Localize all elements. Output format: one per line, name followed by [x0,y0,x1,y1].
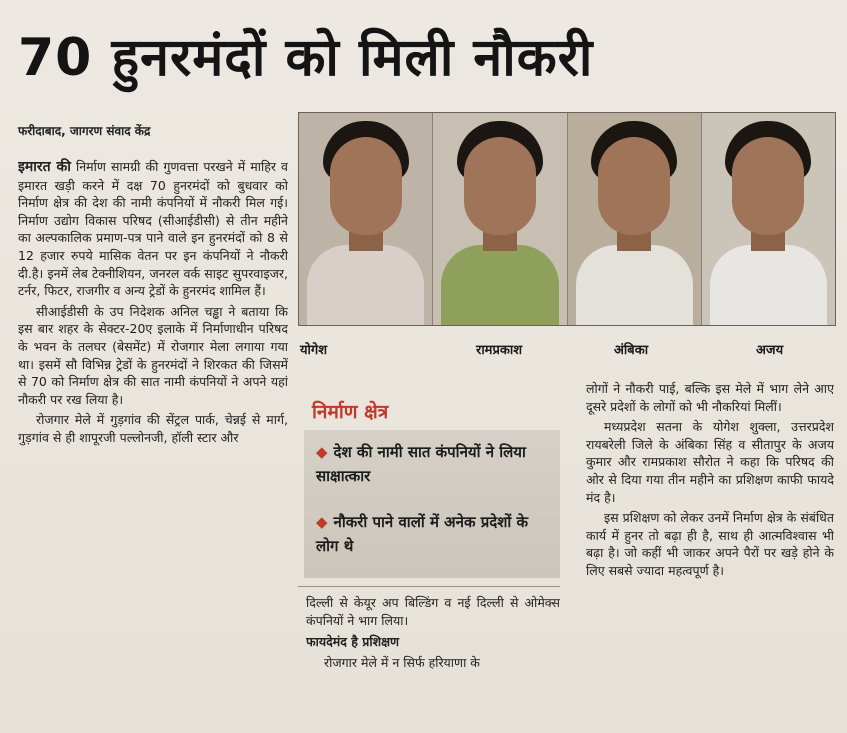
photo-caption-ambika: अंबिका [614,343,649,358]
face [330,137,402,235]
face [464,137,536,235]
article-column-3 [586,380,834,730]
diamond-bullet-icon: ◆ [316,513,328,531]
paragraph: इस प्रशिक्षण को लेकर उनमें निर्माण क्षेत्र के संबंधित कार्य में हुनर तो बढ़ा ही है, साथ ही आत्मविश्वास भी बढ़ा है। जो कहीं भी जाकर अपने पैरों पर खड़े होने के लिए सबसे ज्यादा महत्वपूर्ण है। [586,510,834,578]
highlight-box-title: निर्माण क्षेत्र [312,401,389,423]
paragraph: लोगों ने नौकरी पाई, बल्कि इस मेले में भाग लेने आए दूसरे प्रदेशों के लोगों को भी नौकरियां मिलीं। [586,381,834,414]
highlight-bullet [316,510,552,558]
shirt [576,245,693,325]
portrait-photo [702,113,835,325]
paragraph: सीआईडीसी के उप निदेशक अनिल चड्ढा ने बताया कि इस बार शहर के सेक्टर-20ए इलाके में निर्माणाधीन परिषद के भवन के तलघर (बेसमेंट) में रोजगार मेला लगाया गया था। इसमें सौ विभिन्न ट्रेडों के हुनरमंदों ने शिरकत की जिसमें से 70 को निर्माण क्षेत्र की सात नामी कंपनियों ने अपने यहां नौकरी पर रख लिया है। [18,303,288,407]
article-column-2 [306,594,560,730]
paragraph [18,158,288,300]
article-column-1 [18,158,288,728]
paragraph-text: निर्माण सामग्री की गुणवत्ता परखने में माहिर व इमारत खड़ी करने में दक्ष 70 हुनरमंदों को बुधवार को निर्माण क्षेत्र की देश की नामी कंपनियों में नौकरी मिल गई। निर्माण उद्योग विकास परिषद (सीआईडीसी) से तीन महीने का अल्पकालिक प्रमाण-पत्र पाने वाले इन हुनरमंदों को 8 से 12 हजार रुपये मासिक वेतन पर इन कंपनियों ने नौकरी दी.है। इनमें लेब टेक्नीशियन, जनरल वर्क साइट सुपरवाइजर, टर्नर, फिटर, राजगीर व अन्य ट्रेडों के हुनरमंद शामिल हैं। [18,159,288,299]
highlight-box-body [304,430,560,578]
photo-strip [298,112,836,326]
paragraph: मध्यप्रदेश सतना के योगेश शुक्ला, उत्तरप्रदेश रायबरेली जिले के अंबिका सिंह व सीतापुर के अजय कुमार और रामप्रकाश सौरोत ने कहा कि परिषद की ओर से दिया गया तीन महीने का प्रशिक्षण काफी फायदे मंद है। [586,419,834,505]
paragraph: रोजगार मेले में न सिर्फ हरियाणा के [324,654,480,670]
shirt [307,245,424,325]
bullet-text: देश की नामी सात कंपनियों ने लिया साक्षात्कार [316,443,526,485]
face [598,137,670,235]
photo-caption-ajay: अजय [756,343,784,358]
diamond-bullet-icon: ◆ [316,443,328,461]
paragraph: रोजगार मेले में गुड़गांव की सेंट्रल पार्क, चेन्नई से मार्ग, गुड़गांव से ही शापूरजी पल्लोनजी, हॉली स्टार और [18,412,288,445]
bullet-text: नौकरी पाने वालों में अनेक प्रदेशों के लोग थे [316,513,529,555]
portrait-photo [433,113,567,325]
portrait-photo [568,113,702,325]
divider [298,586,560,587]
face [732,137,804,235]
subheading: फायदेमंद है प्रशिक्षण [306,634,400,650]
shirt [710,245,827,325]
photo-caption-ramprakash: रामप्रकाश [476,343,523,358]
paragraph: दिल्ली से केयूर अप बिल्डिंग व नई दिल्ली से ओमेक्स कंपनियों ने भाग लिया। [306,595,560,628]
highlight-box [304,398,560,580]
portrait-photo [299,113,433,325]
headline: 70 हुनरमंदों को मिली नौकरी [18,28,594,88]
lead-words: इमारत की [18,159,71,175]
shirt [441,245,558,325]
photo-caption-yogesh: योगेश [300,343,328,358]
highlight-bullet [316,440,552,488]
dateline: फरीदाबाद, जागरण संवाद केंद्र [18,124,151,138]
